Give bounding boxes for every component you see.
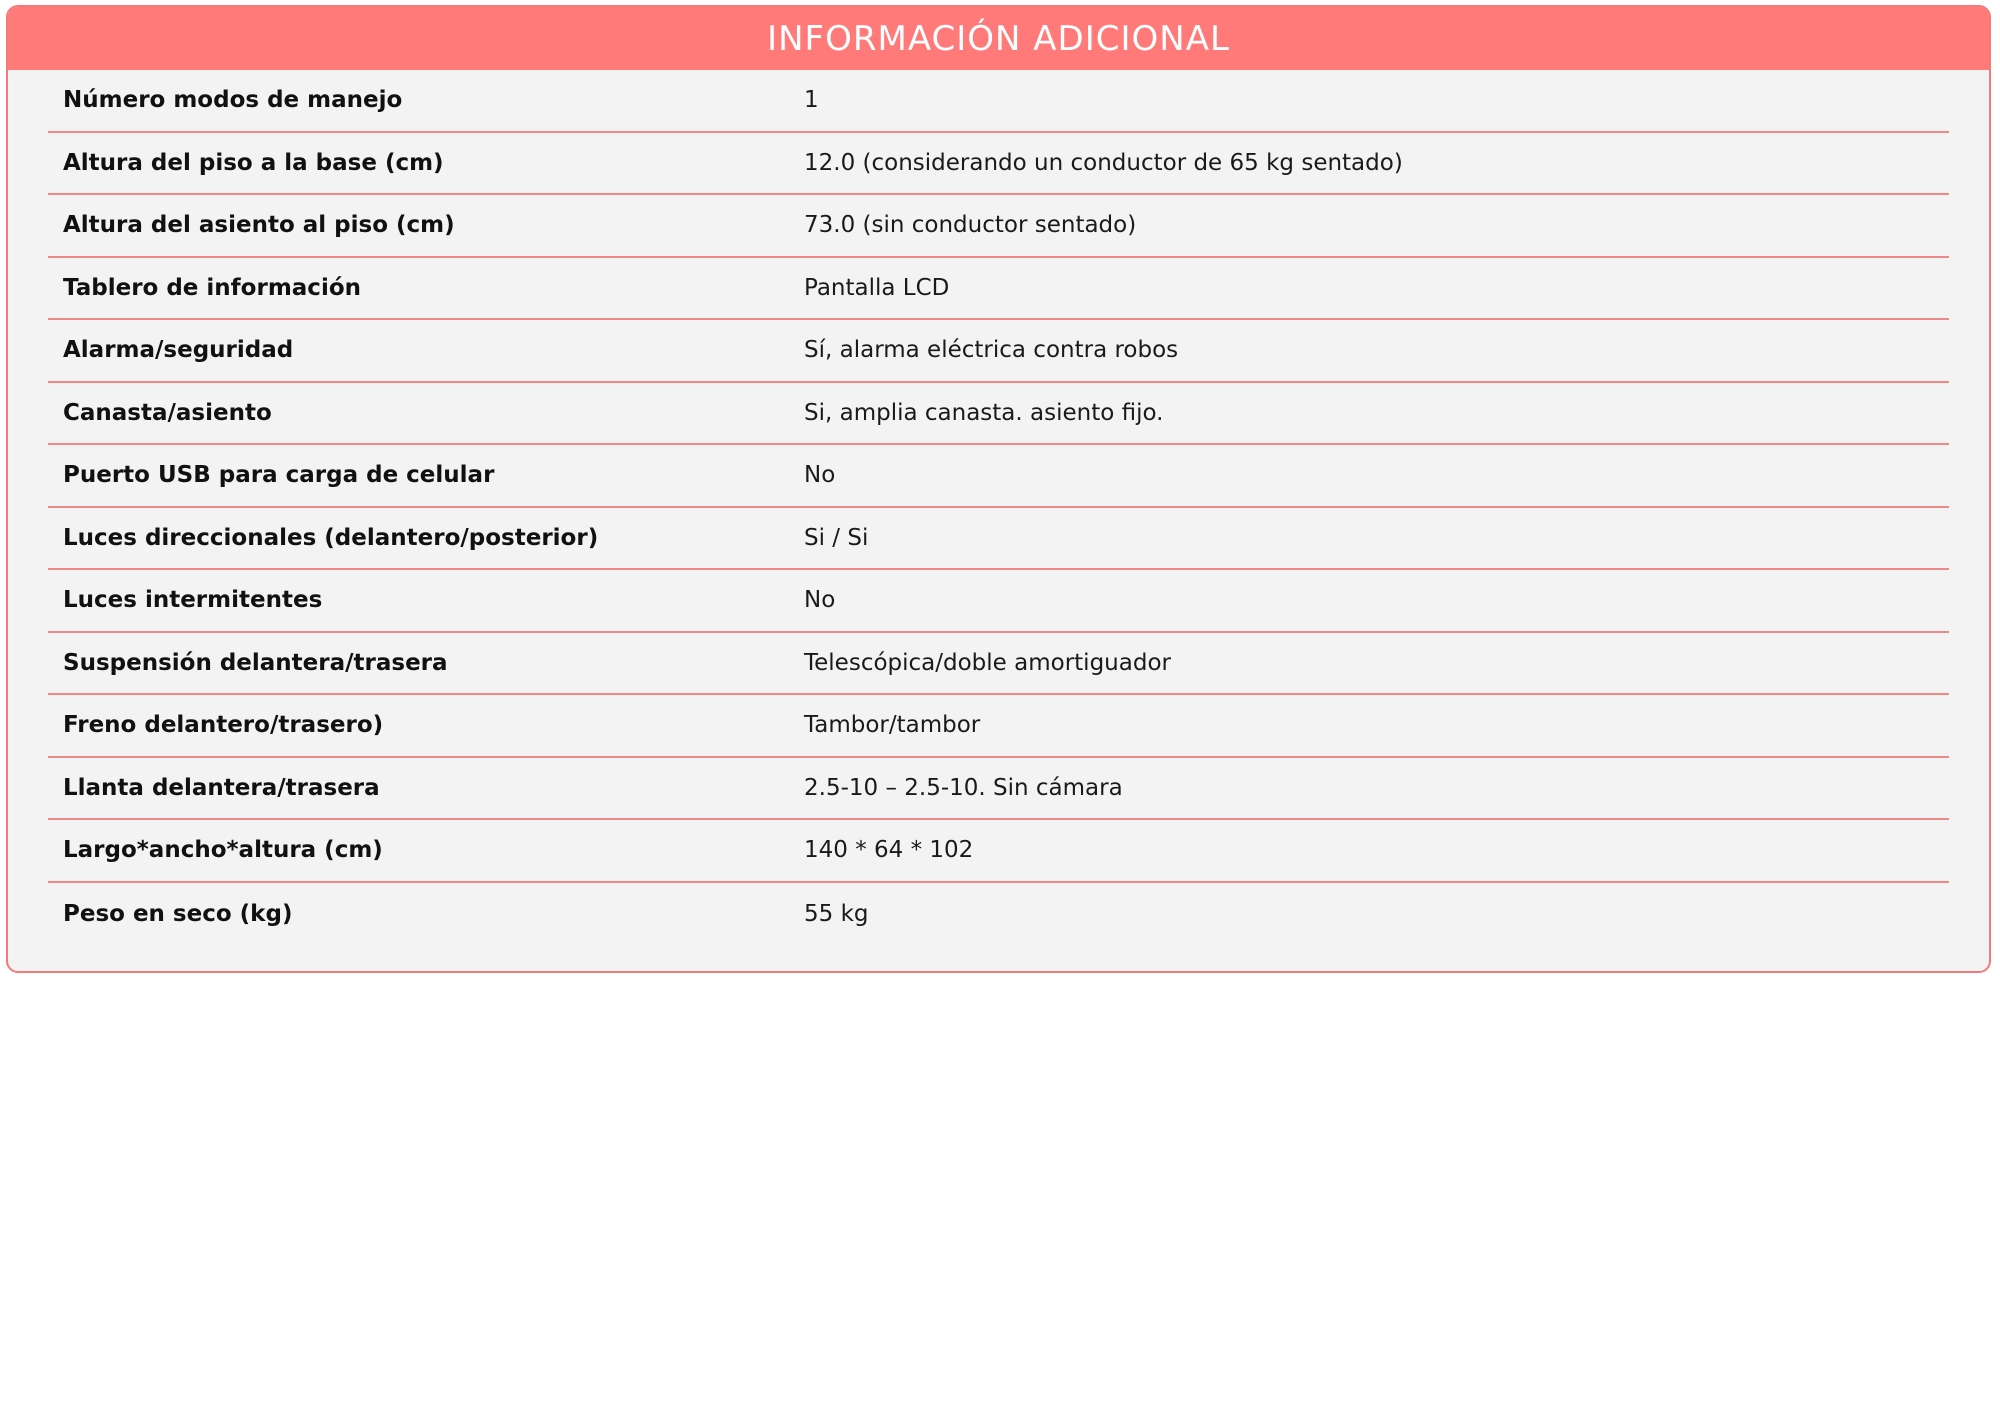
spec-value: Si / Si [804, 524, 869, 551]
table-row [48, 820, 1949, 883]
spec-label: Llanta delantera/trasera [63, 774, 380, 801]
spec-value: 1 [804, 87, 819, 114]
spec-label: Freno delantero/trasero) [63, 712, 384, 739]
panel-title: INFORMACIÓN ADICIONAL [767, 18, 1230, 59]
spec-label: Peso en seco (kg) [63, 900, 293, 927]
spec-value: Telescópica/doble amortiguador [804, 649, 1171, 676]
table-row [48, 445, 1949, 508]
spec-value: 2.5-10 – 2.5-10. Sin cámara [804, 774, 1123, 801]
table-row [48, 383, 1949, 446]
table-row [48, 570, 1949, 633]
spec-label: Largo*ancho*altura (cm) [63, 837, 383, 864]
spec-value: 73.0 (sin conductor sentado) [804, 212, 1137, 239]
spec-table [48, 70, 1949, 945]
table-row [48, 695, 1949, 758]
spec-label: Tablero de información [63, 274, 362, 301]
spec-value: Si, amplia canasta. asiento fijo. [804, 399, 1164, 426]
spec-label: Número modos de manejo [63, 87, 403, 114]
table-row [48, 883, 1949, 946]
panel-header [8, 7, 1989, 70]
spec-label: Alarma/seguridad [63, 337, 294, 364]
table-row [48, 633, 1949, 696]
spec-label: Suspensión delantera/trasera [63, 649, 448, 676]
spec-value: No [804, 587, 836, 614]
table-row [48, 258, 1949, 321]
table-row [48, 70, 1949, 133]
spec-label: Puerto USB para carga de celular [63, 462, 495, 489]
spec-value: 55 kg [804, 900, 869, 927]
spec-value: Tambor/tambor [804, 712, 981, 739]
spec-value: 12.0 (considerando un conductor de 65 kg sentado) [804, 149, 1403, 176]
spec-value: Pantalla LCD [804, 274, 950, 301]
spec-label: Luces intermitentes [63, 587, 323, 614]
table-row [48, 133, 1949, 196]
spec-label: Canasta/asiento [63, 399, 272, 426]
table-row [48, 195, 1949, 258]
spec-value: Sí, alarma eléctrica contra robos [804, 337, 1179, 364]
table-row [48, 758, 1949, 821]
spec-label: Altura del piso a la base (cm) [63, 149, 444, 176]
table-row [48, 508, 1949, 571]
spec-label: Luces direccionales (delantero/posterior) [63, 524, 599, 551]
additional-info-panel [6, 5, 1991, 973]
table-row [48, 320, 1949, 383]
spec-label: Altura del asiento al piso (cm) [63, 212, 455, 239]
spec-value: 140 * 64 * 102 [804, 837, 974, 864]
spec-value: No [804, 462, 836, 489]
